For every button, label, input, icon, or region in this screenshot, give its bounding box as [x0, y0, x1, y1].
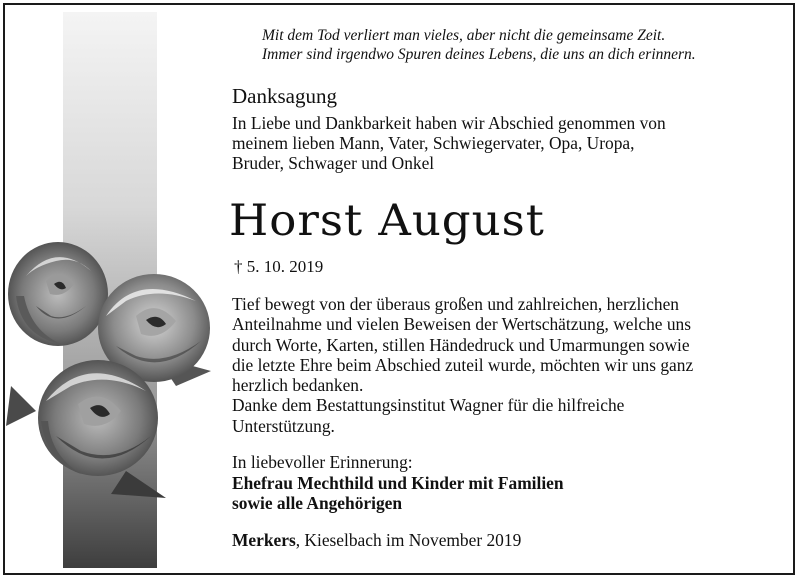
intro-text: [232, 113, 754, 173]
memory-label: In liebevoller Erinnerung:: [232, 452, 413, 472]
quote-block: [262, 26, 752, 64]
place-date: [232, 530, 521, 551]
place-rest: , Kieselbach im November 2019: [295, 530, 522, 550]
thanks-line: Danke dem Bestattungsinstitut Wagner für die hilfreiche: [232, 395, 625, 416]
thanks-line: Anteilnahme und vielen Beweisen der Wertschätzung, welche uns: [232, 314, 691, 335]
intro-line: In Liebe und Dankbarkeit haben wir Abschied genommen von: [232, 113, 666, 133]
quote-line: Immer sind irgendwo Spuren deines Lebens, die uns an dich erinnern.: [262, 46, 696, 63]
family-line: Ehefrau Mechthild und Kinder mit Familien: [232, 473, 564, 493]
roses-image: [6, 236, 218, 498]
thanks-line: herzlich bedanken.: [232, 375, 364, 396]
rose-top-left: [8, 242, 108, 346]
thanks-line: die letzte Ehre beim Abschied zuteil wurde, möchten wir uns ganz: [232, 354, 694, 375]
thanks-line: durch Worte, Karten, stillen Händedruck und Umarmungen sowie: [232, 334, 690, 355]
deceased-name: Horst August: [229, 195, 545, 246]
quote-line: Mit dem Tod verliert man vieles, aber nicht die gemeinsame Zeit.: [262, 27, 666, 44]
heading: Danksagung: [232, 84, 337, 108]
intro-line: Bruder, Schwager und Onkel: [232, 153, 435, 173]
place-town: Merkers: [232, 530, 296, 550]
thanks-text: [232, 294, 754, 436]
family-line: sowie alle Angehörigen: [232, 493, 403, 513]
death-date: † 5. 10. 2019: [234, 257, 324, 276]
thanks-line: Unterstützung.: [232, 415, 335, 436]
family-signature: [232, 473, 564, 513]
intro-line: meinem lieben Mann, Vater, Schwiegervater, Opa, Uropa,: [232, 133, 635, 153]
thanks-line: Tief bewegt von der überaus großen und zahlreichen, herzlichen: [232, 294, 680, 314]
rose-bottom: [38, 360, 158, 476]
